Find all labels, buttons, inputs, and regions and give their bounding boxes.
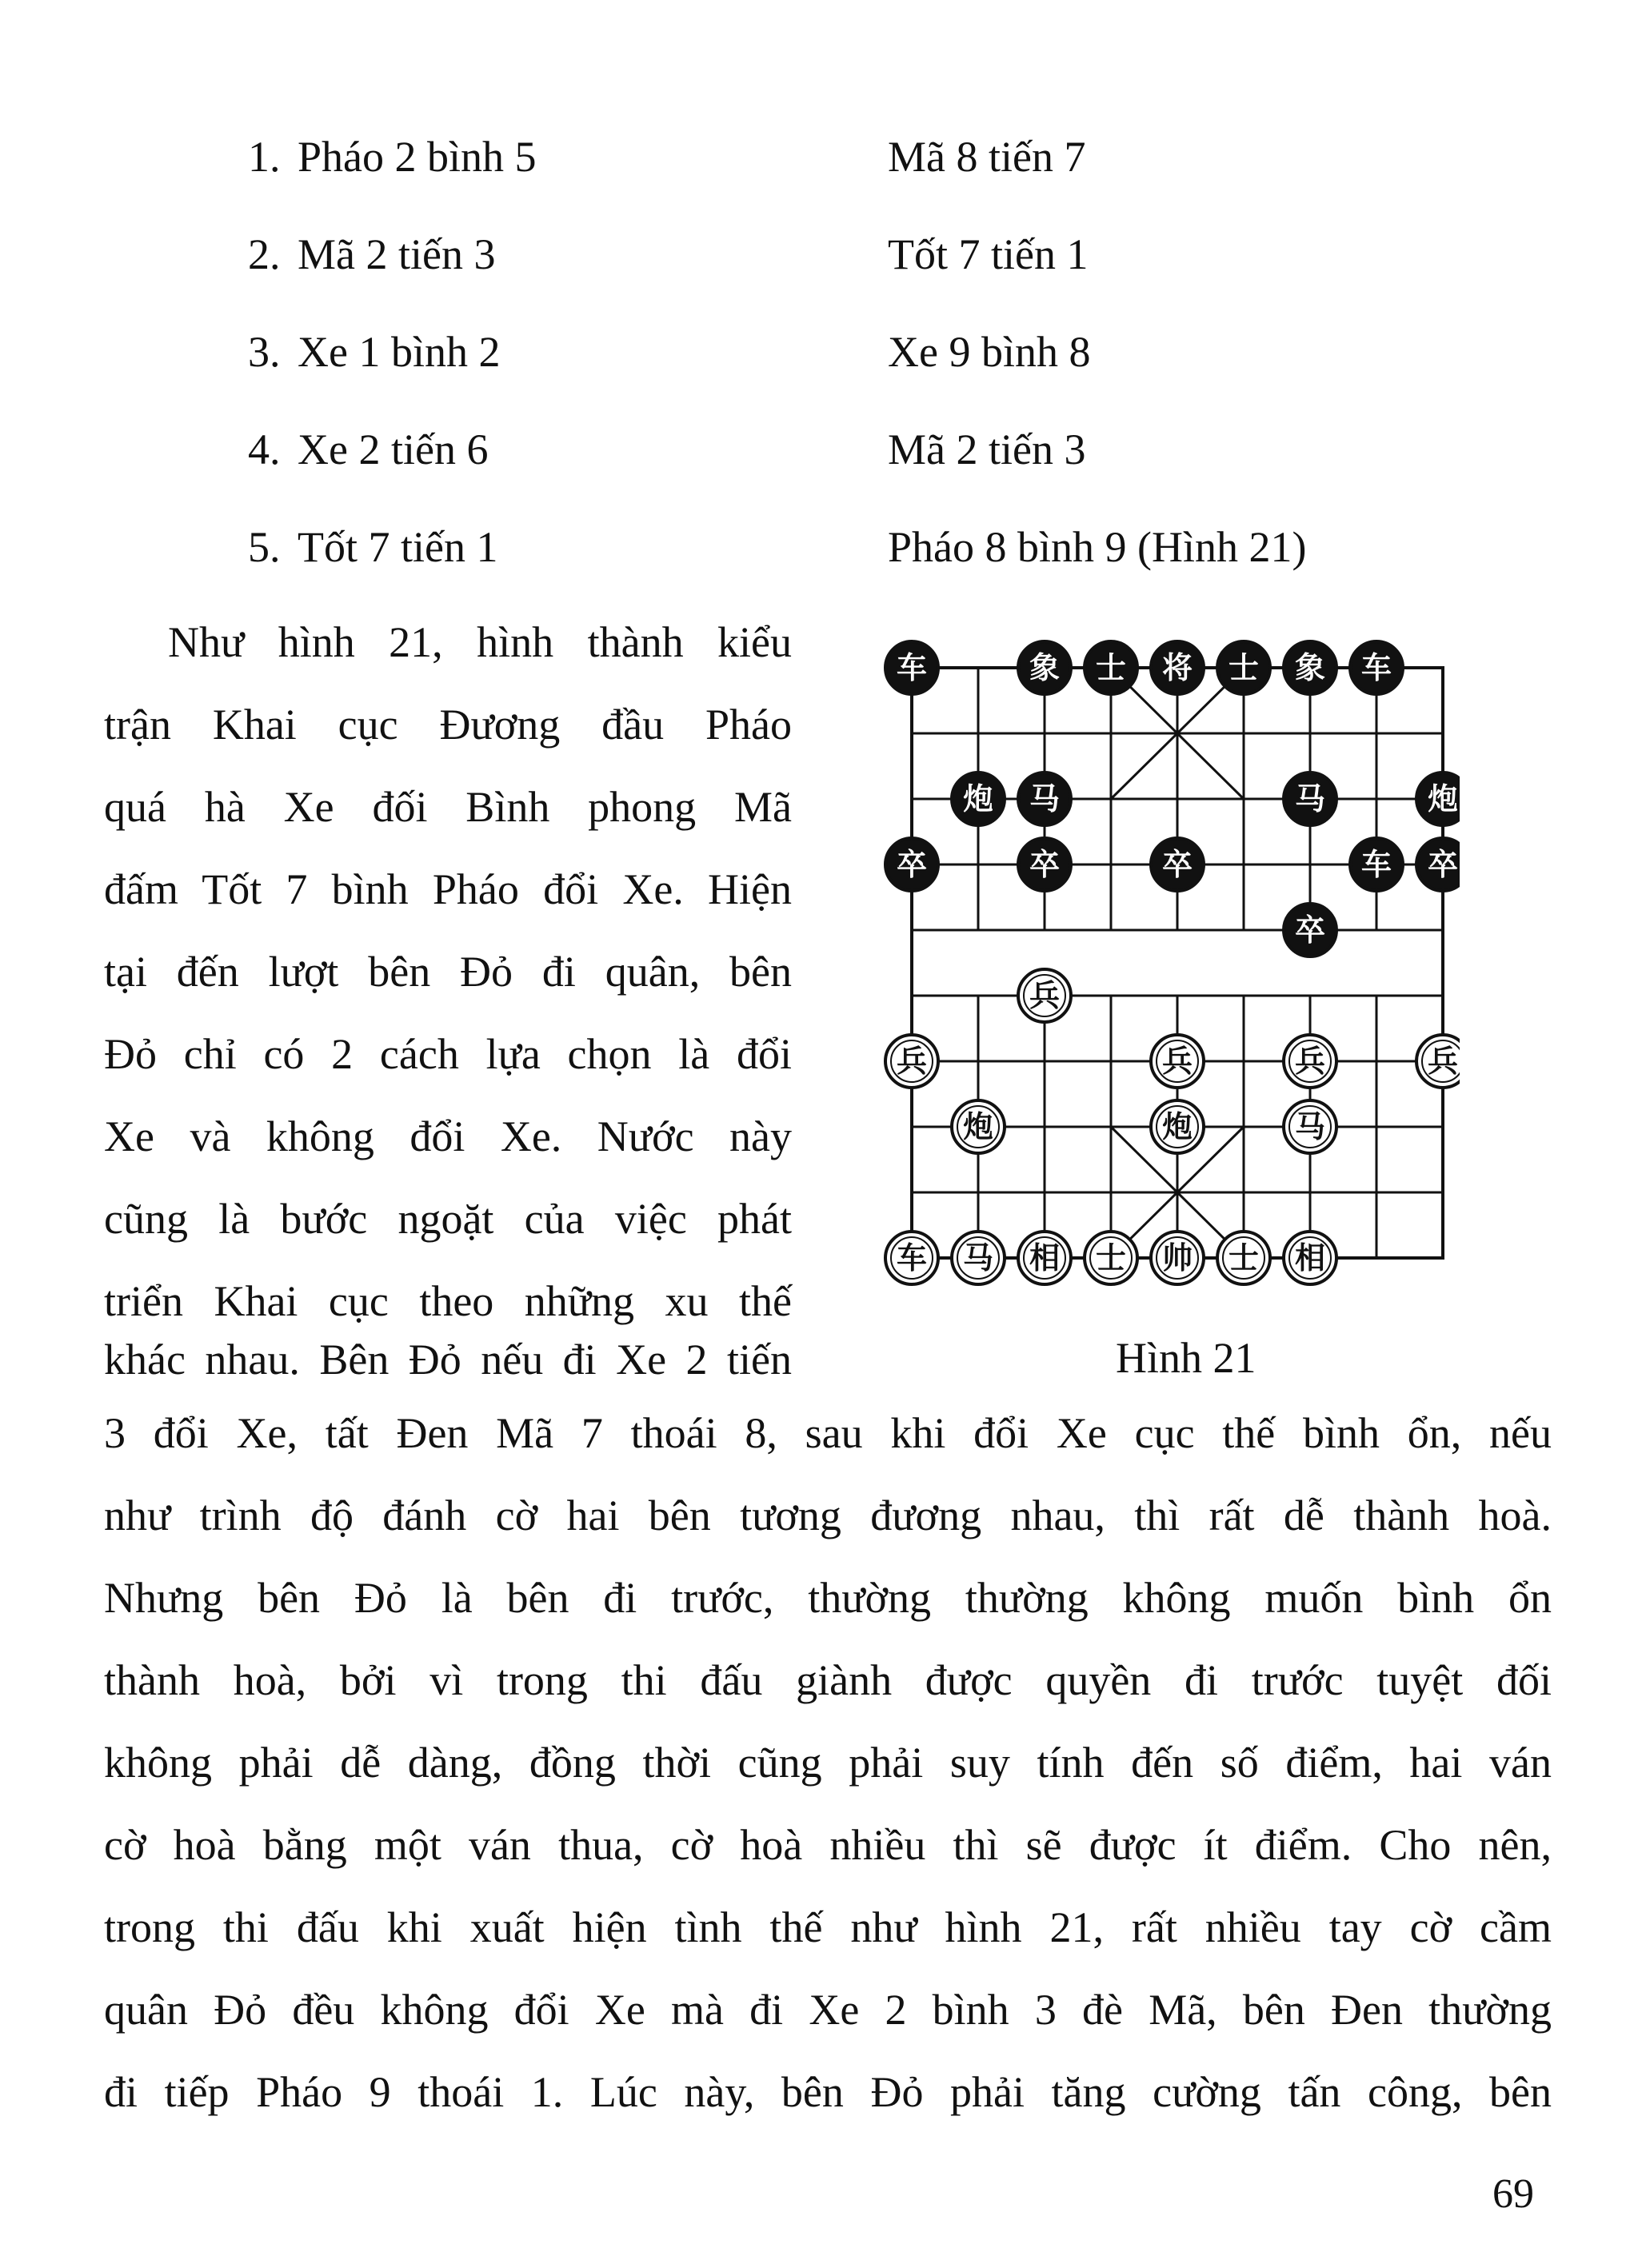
text-line: Đỏ chỉ có 2 cách lựa chọn là đổi	[104, 1030, 792, 1078]
text-line: cờ hoà bằng một ván thua, cờ hoà nhiều thì sẽ được ít điểm. Cho nên,	[104, 1821, 1552, 1869]
piece-label: 卒	[1029, 847, 1061, 882]
text-line: thành hoà, bởi vì trong thi đấu giành được quyền đi trước tuyệt đối	[104, 1656, 1552, 1704]
move-number: 2.	[248, 230, 281, 278]
piece-label: 马	[1029, 781, 1061, 817]
move-red: Tốt 7 tiến 1	[298, 523, 498, 571]
move-black: Mã 2 tiến 3	[888, 425, 1086, 473]
piece-label: 士	[1095, 650, 1127, 685]
piece-label: 帅	[1161, 1240, 1193, 1276]
piece-label: 象	[1029, 650, 1061, 685]
text-line: quân Đỏ đều không đổi Xe mà đi Xe 2 bình 3 đè Mã, bên Đen thường	[104, 1986, 1552, 2034]
piece-label: 马	[1294, 1109, 1326, 1144]
figure-caption: Hình 21	[1116, 1334, 1256, 1382]
text-line: Nhưng bên Đỏ là bên đi trước, thường thường không muốn bình ổn	[104, 1574, 1552, 1622]
piece-label: 相	[1294, 1240, 1326, 1276]
text-line: Xe và không đổi Xe. Nước này	[104, 1112, 792, 1160]
move-number: 4.	[248, 425, 281, 473]
text-line: trận Khai cục Đương đầu Pháo	[104, 701, 792, 749]
piece-label: 马	[962, 1240, 994, 1276]
piece-label: 象	[1294, 650, 1326, 685]
text-line: đấm Tốt 7 bình Pháo đổi Xe. Hiện	[104, 865, 792, 913]
move-red: Pháo 2 bình 5	[298, 133, 537, 181]
move-red: Xe 1 bình 2	[298, 328, 501, 376]
move-number: 1.	[248, 133, 281, 181]
piece-label: 车	[1360, 847, 1392, 882]
move-black: Xe 9 bình 8	[888, 328, 1091, 376]
text-line: trong thi đấu khi xuất hiện tình thế như hình 21, rất nhiều tay cờ cầm	[104, 1903, 1552, 1951]
move-red: Xe 2 tiến 6	[298, 425, 489, 473]
piece-label: 士	[1228, 650, 1260, 685]
piece-label: 车	[896, 1240, 928, 1276]
text-line: không phải dễ dàng, đồng thời cũng phải suy tính đến số điểm, hai ván	[104, 1739, 1552, 1787]
piece-label: 卒	[1294, 912, 1326, 948]
text-line: đi tiếp Pháo 9 thoái 1. Lúc này, bên Đỏ phải tăng cường tấn công, bên	[104, 2068, 1552, 2116]
xiangqi-board-figure	[868, 632, 1460, 1304]
piece-label: 士	[1228, 1240, 1260, 1276]
piece-label: 兵	[896, 1044, 928, 1079]
move-black: Pháo 8 bình 9 (Hình 21)	[888, 523, 1307, 571]
piece-label: 相	[1029, 1240, 1061, 1276]
piece-label: 炮	[1161, 1109, 1193, 1144]
text-line: cũng là bước ngoặt của việc phát	[104, 1195, 792, 1243]
move-red: Mã 2 tiến 3	[298, 230, 496, 278]
piece-label: 卒	[1427, 847, 1459, 882]
piece-label: 车	[1360, 650, 1392, 685]
piece-label: 炮	[962, 781, 994, 817]
piece-label: 卒	[896, 847, 928, 882]
piece-label: 士	[1095, 1240, 1127, 1276]
piece-label: 卒	[1161, 847, 1193, 882]
piece-label: 炮	[1427, 781, 1459, 817]
move-black: Mã 8 tiến 7	[888, 133, 1086, 181]
piece-label: 炮	[962, 1109, 994, 1144]
piece-label: 兵	[1161, 1044, 1193, 1079]
piece-label: 车	[896, 650, 928, 685]
text-line: triển Khai cục theo những xu thế	[104, 1277, 792, 1325]
piece-label: 兵	[1294, 1044, 1326, 1079]
piece-label: 将	[1161, 650, 1193, 685]
piece-label: 马	[1294, 781, 1326, 817]
text-line: Như hình 21, hình thành kiểu	[168, 618, 792, 666]
page-number: 69	[1492, 2171, 1534, 2217]
piece-label: 兵	[1427, 1044, 1459, 1079]
text-line: khác nhau. Bên Đỏ nếu đi Xe 2 tiến	[104, 1336, 792, 1384]
move-number: 5.	[248, 523, 281, 571]
move-number: 3.	[248, 328, 281, 376]
text-line: 3 đổi Xe, tất Đen Mã 7 thoái 8, sau khi đổi Xe cục thế bình ổn, nếu	[104, 1409, 1552, 1457]
piece-label: 兵	[1029, 978, 1061, 1013]
text-line: tại đến lượt bên Đỏ đi quân, bên	[104, 948, 792, 996]
text-line: quá hà Xe đối Bình phong Mã	[104, 783, 792, 831]
text-line: như trình độ đánh cờ hai bên tương đương nhau, thì rất dễ thành hoà.	[104, 1491, 1552, 1539]
move-black: Tốt 7 tiến 1	[888, 230, 1089, 278]
